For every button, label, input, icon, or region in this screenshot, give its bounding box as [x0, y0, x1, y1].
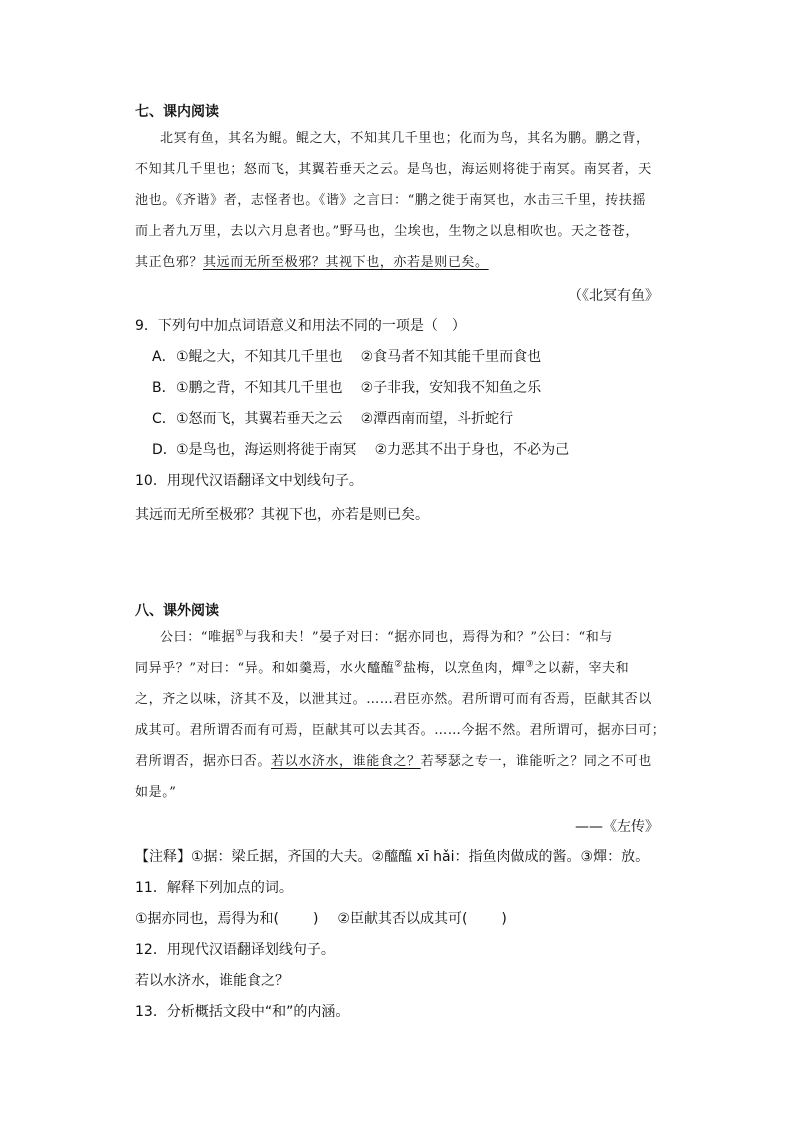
footnote-marker: ②	[394, 659, 403, 670]
option-text: ②潭西南而望，斗折蛇行	[360, 411, 514, 427]
footnote-marker: ③	[525, 659, 535, 670]
option-text: ②力恶其不出于身也，不必为己	[374, 442, 570, 458]
annotation-note: 【注释】①据：梁丘据，齐国的大夫。②醯醢 xī hǎi：指鱼肉做成的酱。③燀：放。	[135, 849, 650, 865]
footnote-marker: ①	[235, 628, 244, 639]
passage-line-last	[135, 253, 489, 273]
question-11-item-1: ①据亦同也，焉得为和(	[135, 911, 280, 927]
question-12-stem: 12．用现代汉语翻译划线句子。	[135, 942, 335, 958]
question-11-items	[135, 909, 507, 929]
passage-text: 与我和夫！”晏子对曰：“据亦同也，焉得为和？”公曰：“和与	[243, 630, 613, 645]
option-text: ②食马者不知其能千里而食也	[360, 349, 542, 365]
passage-line	[160, 628, 613, 648]
option-label: A．	[152, 349, 176, 365]
option-text: ①是鸟也，海运则将徙于南冥	[176, 442, 357, 458]
passage-text: 盐梅，以烹鱼肉，燀	[402, 661, 526, 676]
question-11-item-2: ②臣献其否以成其可(	[337, 911, 468, 927]
passage-text: 公曰：“唯据	[160, 630, 236, 645]
option-label: D．	[152, 442, 177, 458]
passage-text: 若琴瑟之专一，谁能听之？同之不可也	[420, 754, 652, 769]
option-label: C．	[152, 411, 176, 427]
section-7-heading: 七、课内阅读	[135, 104, 219, 120]
question-9-option-a	[152, 347, 541, 367]
passage-line: 不知其几千里也；怒而飞，其翼若垂天之云。是鸟也，海运则将徙于南冥。南冥者，天	[135, 162, 652, 177]
option-text: ①怒而飞，其翼若垂天之云	[176, 411, 343, 427]
passage-line: 而上者九万里，去以六月息者也。”野马也，尘埃也，生物之以息相吹也。天之苍苍，	[135, 224, 639, 239]
option-text: ①鲲之大，不知其几千里也	[176, 349, 343, 365]
section-8-heading: 八、课外阅读	[135, 603, 219, 619]
option-text: ①鹏之背，不知其几千里也	[176, 380, 343, 396]
question-10-sentence: 其远而无所至极邪？其视下也，亦若是则已矣。	[135, 507, 429, 523]
passage-line	[135, 752, 652, 772]
question-10-stem: 10．用现代汉语翻译文中划线句子。	[135, 473, 363, 489]
option-text: ②子非我，安知我不知鱼之乐	[360, 380, 542, 396]
passage-line: 之，齐之以味，济其不及，以泄其过。……君臣亦然。君所谓可而有否焉，臣献其否以	[135, 692, 652, 707]
passage-line	[135, 659, 629, 679]
passage-line: 北冥有鱼，其名为鲲。鲲之大，不知其几千里也；化而为鸟，其名为鹏。鹏之背，	[160, 131, 650, 146]
paren-close: )	[501, 911, 507, 927]
paren-close: )	[313, 911, 319, 927]
source-citation: （《北冥有鱼》	[568, 288, 659, 304]
question-9-option-b	[152, 378, 541, 398]
passage-text: 君所谓否，据亦曰否。	[135, 754, 272, 769]
passage-line: 成其可。君所谓否而有可焉，臣献其可以去其否。……今据不然。君所谓可，据亦曰可；	[135, 723, 666, 738]
underlined-sentence: 若以水济水，谁能食之？	[271, 754, 421, 769]
passage-text: 其正色邪？	[135, 255, 204, 270]
passage-line: 池也。《齐谐》者，志怪者也。《谐》之言曰：“鹏之徙于南冥也，水击三千里，抟扶摇	[135, 193, 647, 208]
underlined-sentence: 其远而无所至极邪？其视下也，亦若是则已矣。	[203, 255, 489, 270]
question-12-sentence: 若以水济水，谁能食之？	[135, 973, 289, 989]
question-11-stem: 11．解释下列加点的词。	[135, 880, 293, 896]
question-13-stem: 13．分析概括文段中“和”的内涵。	[135, 1004, 350, 1020]
source-citation: ——《左传》	[575, 819, 659, 835]
option-label: B．	[152, 380, 176, 396]
passage-line: 如是。”	[135, 785, 177, 800]
question-9-stem: 9．下列句中加点词语意义和用法不同的一项是（ ）	[135, 318, 466, 334]
question-9-option-c	[152, 409, 513, 429]
passage-text: 之以薪，宰夫和	[534, 661, 630, 676]
passage-text: 同异乎？”对曰：“异。和如羹焉，水火醯醢	[135, 661, 395, 676]
question-9-option-d	[152, 440, 569, 460]
